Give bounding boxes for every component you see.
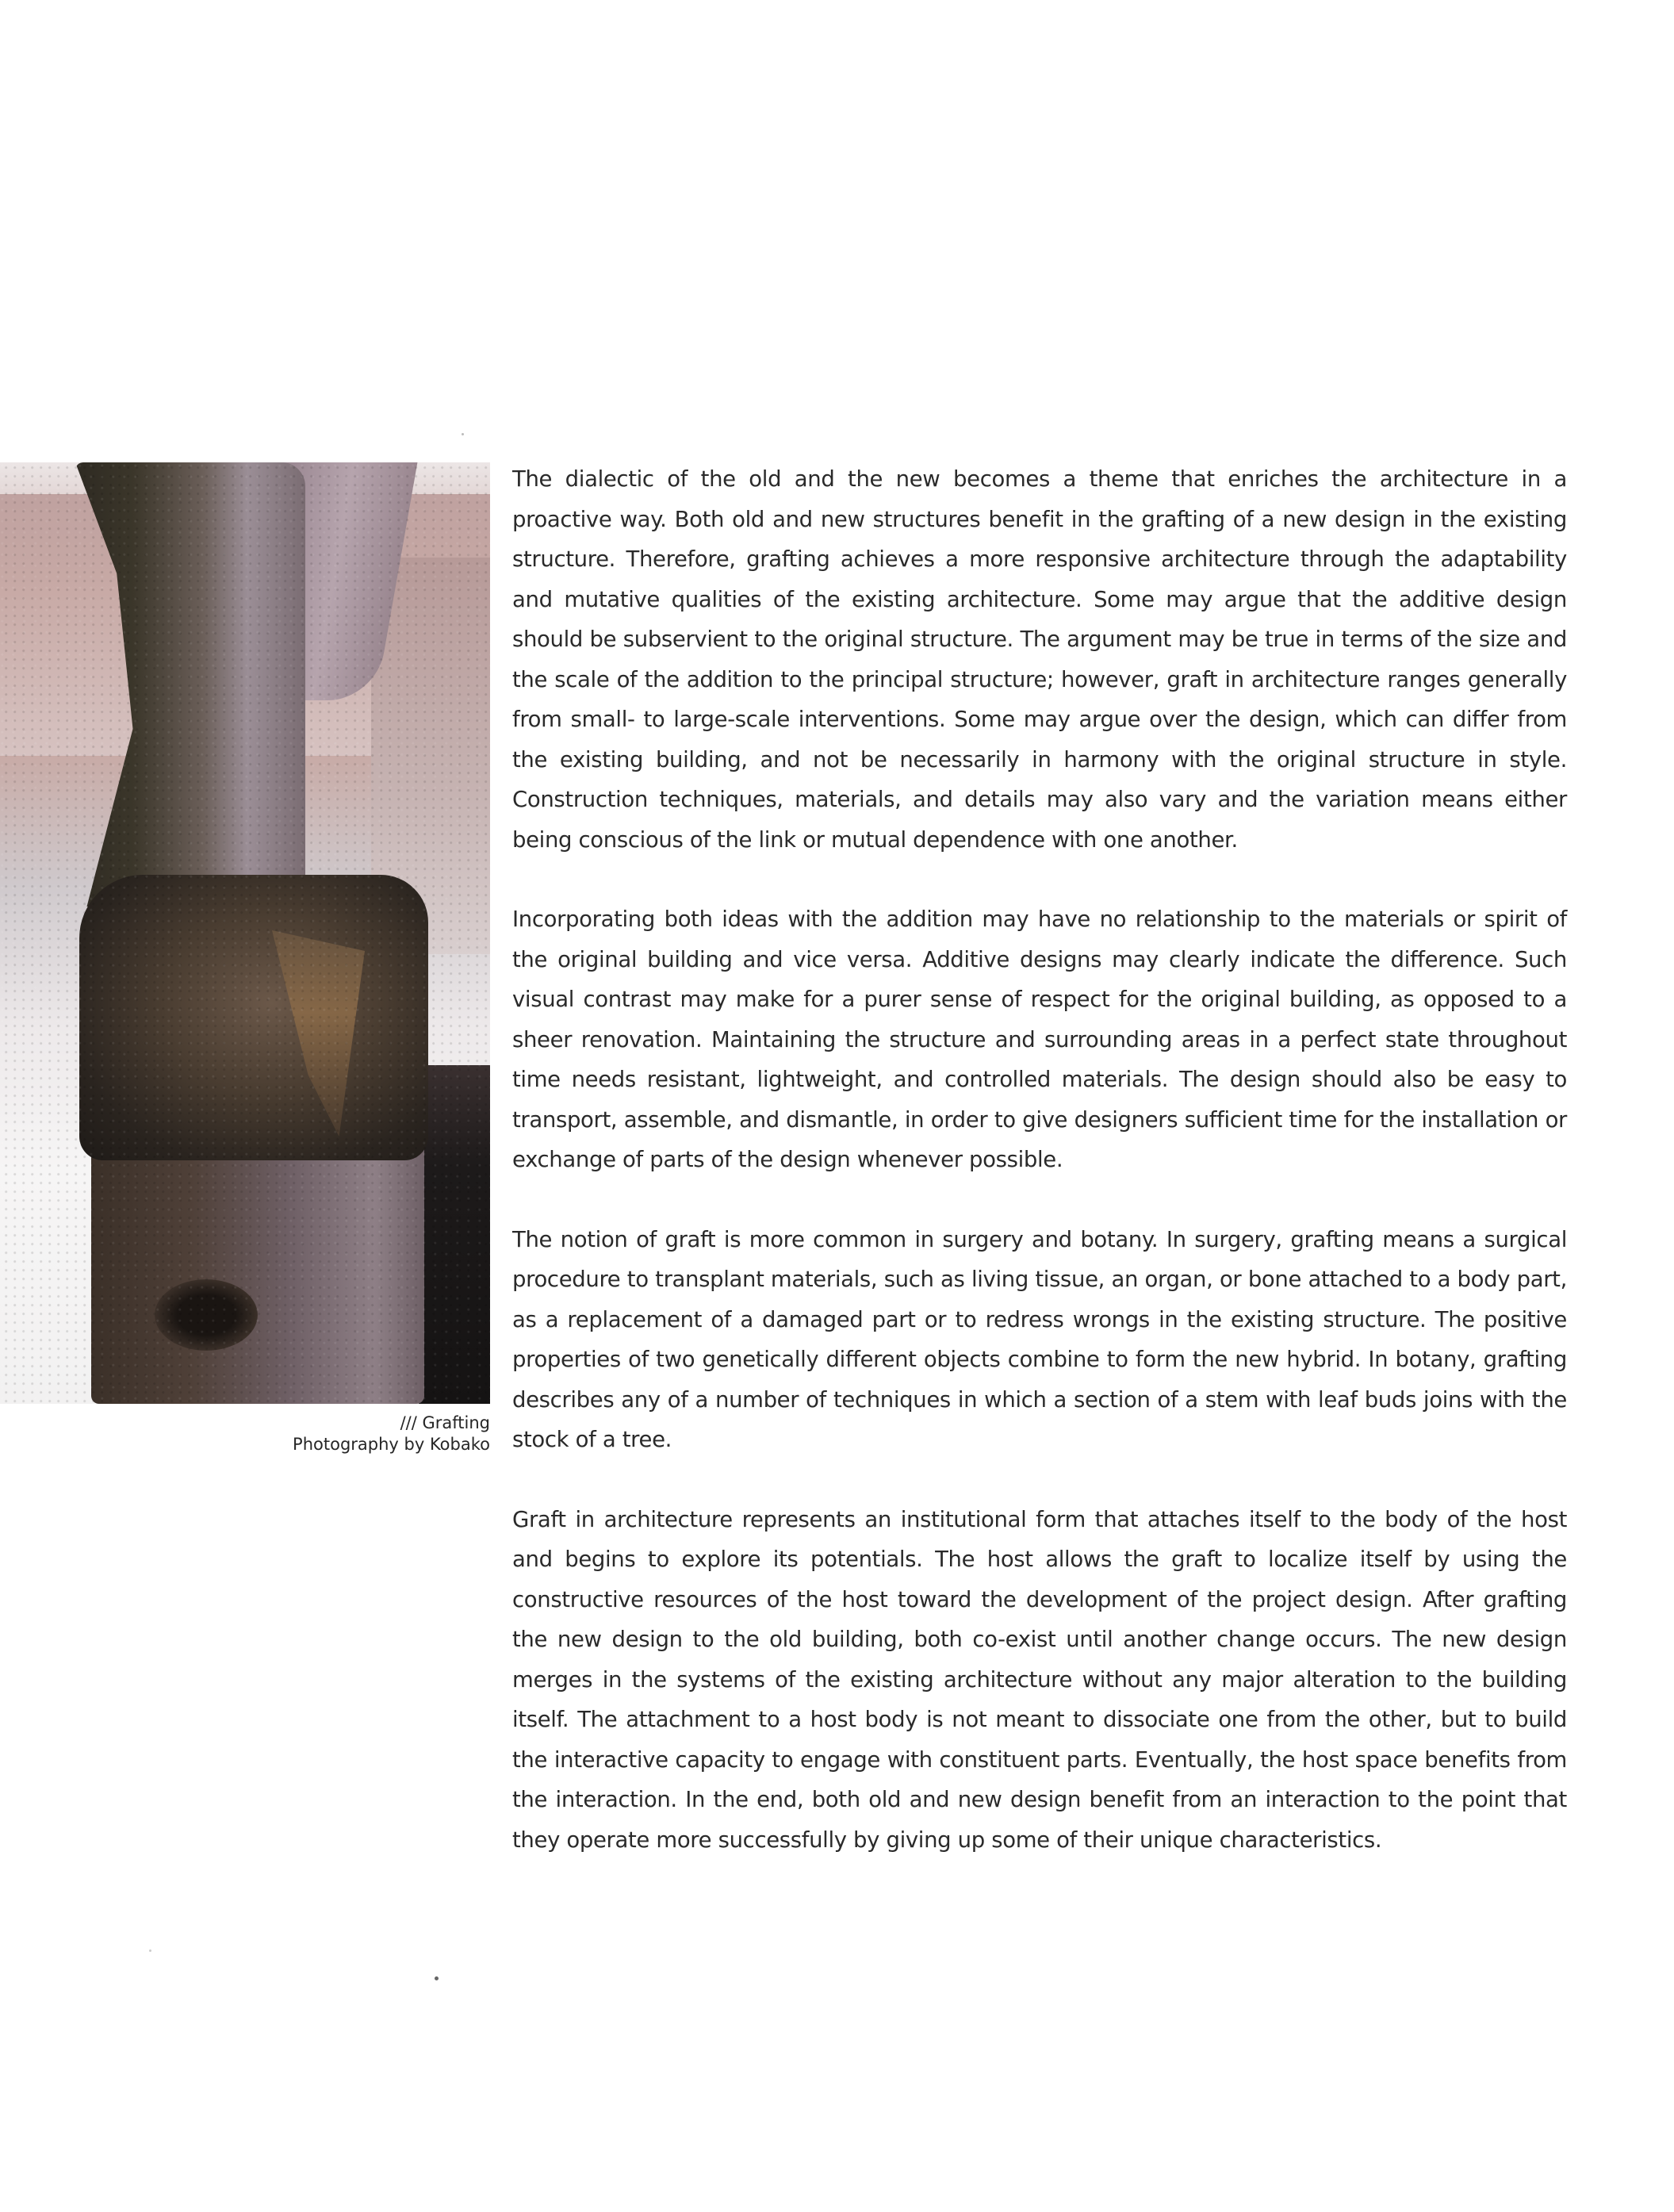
photo-scion (262, 930, 365, 1137)
scan-speck (462, 433, 464, 435)
photo-trunk-knot (155, 1279, 258, 1351)
photo-graft-union (79, 875, 428, 1160)
caption-credit: Photography by Kobako (293, 1435, 490, 1454)
scan-speck (435, 1976, 439, 1980)
paragraph-3: The notion of graft is more common in surgery and botany. In surgery, grafting means a surgical procedure to transplant materials, such as living tissue, an organ, or bone attached to a body part, as a replacement of a damaged part or to redress wrongs in the existing structure. The positive properties of two genetically different objects combine to form the new hybrid. In botany, grafting describes any of a number of techniques in which a section of a stem with leaf buds joins with the stock of a tree. (512, 1226, 1567, 1452)
paragraph-2: Incorporating both ideas with the addition may have no relationship to the materials or spirit of the original building and vice versa. Additive designs may clearly indicate the difference. Such visual contrast may make for a purer sense of respect for the original building, as opposed to a sheer renovation. Maintaining the structure and surrounding areas in a perfect state throughout time needs resistant, lightweight, and controlled materials. The design should also be easy to transport, assemble, and dismantle, in order to give designers sufficient time for the installation or exchange of parts of the design whenever possible. (512, 907, 1567, 1172)
article-body (512, 459, 1567, 1900)
grafting-photo (0, 462, 490, 1404)
scan-speck (149, 1949, 151, 1952)
photo-background-shadow (419, 1065, 490, 1404)
paragraph-4: Graft in architecture represents an institutional form that attaches itself to the body of the host and begins to explore its potentials. The host allows the graft to localize itself by using the constructive resources of the host toward the development of the project design. After grafting the new design to the old building, both co-exist until another change occurs. The new design merges in the systems of the existing architecture without any major alteration to the building itself. The attachment to a host body is not meant to dissociate one from the other, but to build the interactive capacity to engage with constituent parts. Eventually, the host space benefits from the interaction. In the end, both old and new design benefit from an interaction to the point that they operate more successfully by giving up some of their unique characteristics. (512, 1506, 1567, 1853)
figure-caption (238, 1413, 490, 1455)
caption-title: /// Grafting (400, 1413, 490, 1432)
paragraph-1: The dialectic of the old and the new becomes a theme that enriches the architecture in a proactive way. Both old and new structures benefit in the grafting of a new design in the existing structure. Therefore, grafting achieves a more responsive architecture through the adaptability and mutative qualities of the existing architecture. Some may argue that the additive design should be subservient to the original structure. The argument may be true in terms of the size and the scale of the addition to the principal structure; however, graft in architecture ranges generally from small- to large-scale interventions. Some may argue over the design, which can differ from the existing building, and not be necessarily in harmony with the original structure in style. Construction techniques, materials, and details may also vary and the variation means either being conscious of the link or mutual dependence with one another. (512, 466, 1567, 853)
